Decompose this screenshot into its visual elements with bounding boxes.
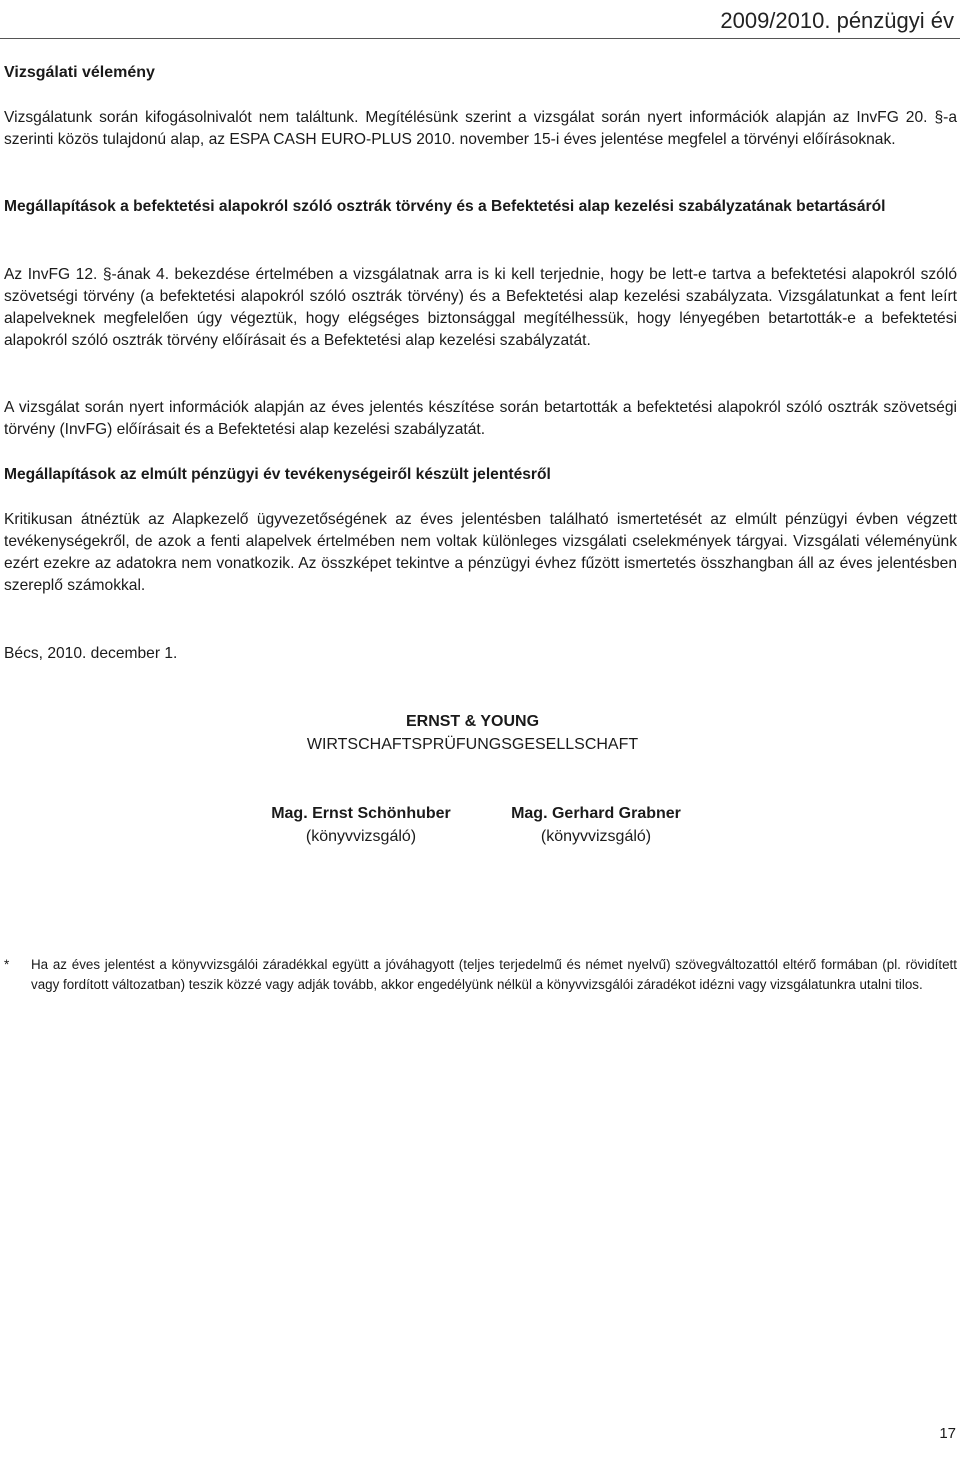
signatory-1: [240, 802, 482, 848]
firm-subtitle: WIRTSCHAFTSPRÜFUNGSGESELLSCHAFT: [306, 736, 639, 753]
place-date: Bécs, 2010. december 1.: [4, 645, 178, 662]
firm-name: ERNST & YOUNG: [405, 713, 540, 730]
header-divider: [0, 38, 960, 39]
signatory-role: (könyvvizsgáló): [305, 828, 417, 845]
findings-paragraph: A vizsgálat során nyert információk alapján az éves jelentés készítése során betartották a befektetési alapokról szóló osztrák szövetségi törvény (InvFG) előírásait és a Befektetési alap kezelési szabályzatát.: [4, 399, 957, 438]
signatory-role: (könyvvizsgáló): [540, 828, 652, 845]
section-title: Vizsgálati vélemény: [4, 64, 155, 81]
heading-compliance: Megállapítások a befektetési alapokról szóló osztrák törvény és a Befektetési alap kezelési szabályzatának betartásáról: [4, 198, 886, 215]
heading-activities: Megállapítások az elmúlt pénzügyi év tevékenységeiről készült jelentésről: [4, 466, 551, 483]
compliance-paragraph: Az InvFG 12. §-ának 4. bekezdése értelmében a vizsgálatnak arra is ki kell terjednie, hogy be lett-e tartva a befektetési alapokról szóló szövetségi törvény (a befektetési alapokról szóló osztrák törvény) és a Befektetési alap kezelési szabályzata. Vizsgálatunkat a fent leírt alapelveknek megfelelően úgy végeztük, hogy elégséges biztonsággal megítélhessük, hogy lényegében betartották-e a befektetési alapokról szóló osztrák törvény előírásait és a Befektetési alap kezelési szabályzatát.: [4, 266, 957, 349]
footnote: [4, 955, 957, 995]
signatory-2: [485, 802, 707, 848]
signatory-name: Mag. Ernst Schönhuber: [271, 805, 451, 822]
footnote-marker: *: [4, 957, 10, 972]
document-year-header: 2009/2010. pénzügyi év: [720, 8, 954, 33]
activities-paragraph: Kritikusan átnéztük az Alapkezelő ügyvezetőségének az éves jelentésben található ismertetését az elmúlt pénzügyi évben végzett tevékenységekről, de azok a fenti alapelvek értelmében nem voltak különleges vizsgálati cselekmények tárgyai. Vizsgálati véleményünk ezért ezekre az adatokra nem vonatkozik. Az összképet tekintve a pénzügyi évhez fűzött ismertetés összhangban áll az éves jelentésben szereplő számokkal.: [4, 511, 957, 594]
signatory-name: Mag. Gerhard Grabner: [511, 805, 681, 822]
footnote-text: Ha az éves jelentést a könyvvizsgálói záradékkal együtt a jóváhagyott (teljes terjedelmű és német nyelvű) szövegváltozattól eltérő formában (pl. rövidített vagy fordított változatban) teszik közzé vagy adják tovább, akkor engedélyünk nélkül a könyvvizsgálói záradékot idézni vagy vizsgálatunkra utalni tilos.: [31, 957, 957, 992]
page-number: 17: [939, 1425, 956, 1442]
opinion-paragraph: Vizsgálatunk során kifogásolnivalót nem találtunk. Megítélésünk szerint a vizsgálat során nyert információk alapján az InvFG 20. §-a szerinti közös tulajdonú alap, az ESPA CASH EURO-PLUS 2010. november 15-i éves jelentése megfelel a törvényi előírásoknak.: [4, 109, 957, 148]
